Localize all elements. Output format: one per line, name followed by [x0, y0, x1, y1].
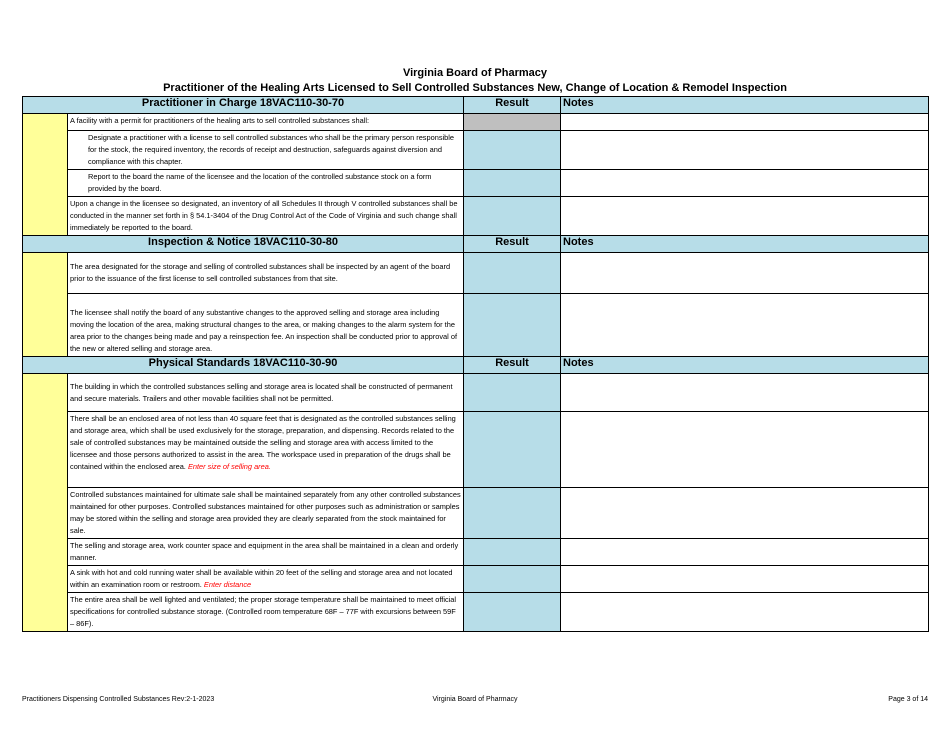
- table-row: [23, 197, 929, 236]
- page-title: Virginia Board of Pharmacy: [402, 67, 548, 79]
- result-cell[interactable]: [464, 374, 561, 412]
- section-header-practitioner-in-charge: [23, 97, 929, 114]
- notes-cell[interactable]: [561, 593, 929, 632]
- section-header-physical-standards: [23, 357, 929, 374]
- requirement-text: Designate a practitioner with a license to sell controlled substances who shall be the primary person responsible for the stock, the required inventory, the records of receipt and destruction, safeguards against diversion and compliance with this chapter.: [88, 133, 455, 166]
- requirement-text: A facility with a permit for practitioners of the healing arts to sell controlled substances shall:: [70, 116, 370, 125]
- notes-column-header: Notes: [561, 97, 929, 114]
- page-subtitle: Practitioner of the Healing Arts Licensed to Sell Controlled Substances New, Change of Location & Remodel Inspection: [163, 82, 787, 94]
- table-row: [23, 374, 929, 412]
- table-row: [23, 253, 929, 294]
- footer-center: Virginia Board of Pharmacy: [432, 696, 518, 703]
- section-title: Practitioner in Charge 18VAC110-30-70: [23, 97, 464, 114]
- section-title: Inspection & Notice 18VAC110-30-80: [23, 236, 464, 253]
- result-cell[interactable]: [464, 170, 561, 197]
- requirement-text: The entire area shall be well lighted and ventilated; the proper storage temperature shall be maintained to meet official specifications for controlled substance storage. (Controlled room temperature 68F – 77F with excursions between 59F – 86F).: [70, 595, 457, 628]
- notes-cell[interactable]: [561, 131, 929, 170]
- table-row: [23, 131, 929, 170]
- entry-hint: Enter distance: [203, 580, 252, 589]
- requirement-body: A sink with hot and cold running water shall be available within 20 feet of the selling and storage area and not located within an examination room or restroom.: [70, 568, 453, 589]
- notes-column-header: Notes: [561, 236, 929, 253]
- notes-cell[interactable]: [561, 253, 929, 294]
- result-cell[interactable]: [464, 197, 561, 236]
- result-cell[interactable]: [464, 294, 561, 357]
- marker-cell: [23, 253, 68, 357]
- requirement-text: The selling and storage area, work counter space and equipment in the area shall be maintained in a clean and orderly manner.: [70, 541, 459, 562]
- notes-cell[interactable]: [561, 374, 929, 412]
- requirement-text: The area designated for the storage and selling of controlled substances shall be inspected by an agent of the board prior to the issuance of the first license to sell controlled substances from that site.: [70, 262, 451, 283]
- footer-left: Practitioners Dispensing Controlled Substances Rev:2-1-2023: [22, 696, 215, 703]
- result-cell[interactable]: [464, 131, 561, 170]
- table-row: [23, 539, 929, 566]
- table-row: [23, 294, 929, 357]
- table-row: [23, 488, 929, 539]
- result-cell[interactable]: [464, 488, 561, 539]
- result-cell[interactable]: [464, 566, 561, 593]
- inspection-table: [22, 96, 929, 632]
- notes-cell[interactable]: [561, 539, 929, 566]
- entry-hint: Enter size of selling area.: [187, 462, 271, 471]
- notes-cell[interactable]: [561, 412, 929, 488]
- notes-column-header: Notes: [561, 357, 929, 374]
- result-column-header: Result: [464, 97, 561, 114]
- section-title: Physical Standards 18VAC110-30-90: [23, 357, 464, 374]
- notes-cell[interactable]: [561, 488, 929, 539]
- table-row: [23, 566, 929, 593]
- notes-cell[interactable]: [561, 197, 929, 236]
- requirement-text: The building in which the controlled substances selling and storage area is located shall be constructed of permanent and secure materials. Trailers and other movable facilities shall not be permitted.: [70, 381, 453, 403]
- notes-cell[interactable]: [561, 114, 929, 131]
- result-cell[interactable]: [464, 593, 561, 632]
- requirement-text: [68, 412, 463, 474]
- requirement-body: There shall be an enclosed area of not less than 40 square feet that is designated as the controlled substances selling and storage area, which shall be used exclusively for the storage, preparation, and dispensing. Records related to the sale of controlled substances may be maintained outside the selling and storage area with access limited to the licensee and those persons authorized to assist in the area. The workspace used in preparation of the drugs shall be contained within the enclosed area.: [70, 414, 456, 471]
- marker-cell: [23, 114, 68, 236]
- marker-cell: [23, 374, 68, 632]
- table-row: [23, 114, 929, 131]
- requirement-text: The licensee shall notify the board of any substantive changes to the approved selling and storage area including moving the location of the area, making structural changes to the area, or making changes to the alarm system for the area prior to the changes being made and pay a reinspection fee. An inspection shall be conducted prior to approval of the new or altered selling and storage area.: [70, 308, 458, 353]
- result-cell[interactable]: [464, 412, 561, 488]
- table-row: [23, 412, 929, 488]
- result-cell[interactable]: [464, 539, 561, 566]
- requirement-text: Report to the board the name of the licensee and the location of the controlled substance stock on a form provided by the board.: [88, 172, 432, 193]
- requirement-text: Controlled substances maintained for ultimate sale shall be maintained separately from any other controlled substances maintained for other purposes. Controlled substances maintained for other purposes such as administration or samples may be stored within the selling and storage area provided they are clearly separated from the stock maintained for sale.: [70, 490, 461, 535]
- result-cell[interactable]: [464, 253, 561, 294]
- result-cell-disabled: [464, 114, 561, 131]
- notes-cell[interactable]: [561, 170, 929, 197]
- notes-cell[interactable]: [561, 294, 929, 357]
- footer-page-number: Page 3 of 14: [888, 696, 928, 703]
- table-row: [23, 170, 929, 197]
- requirement-text: [68, 566, 463, 592]
- result-column-header: Result: [464, 236, 561, 253]
- table-row: [23, 593, 929, 632]
- result-column-header: Result: [464, 357, 561, 374]
- notes-cell[interactable]: [561, 566, 929, 593]
- section-header-inspection-notice: [23, 236, 929, 253]
- requirement-text: Upon a change in the licensee so designated, an inventory of all Schedules II through V controlled substances shall be conducted in the manner set forth in § 54.1-3404 of the Drug Control Act of the Code of Virginia and such change shall immediately be reported to the board.: [70, 199, 458, 232]
